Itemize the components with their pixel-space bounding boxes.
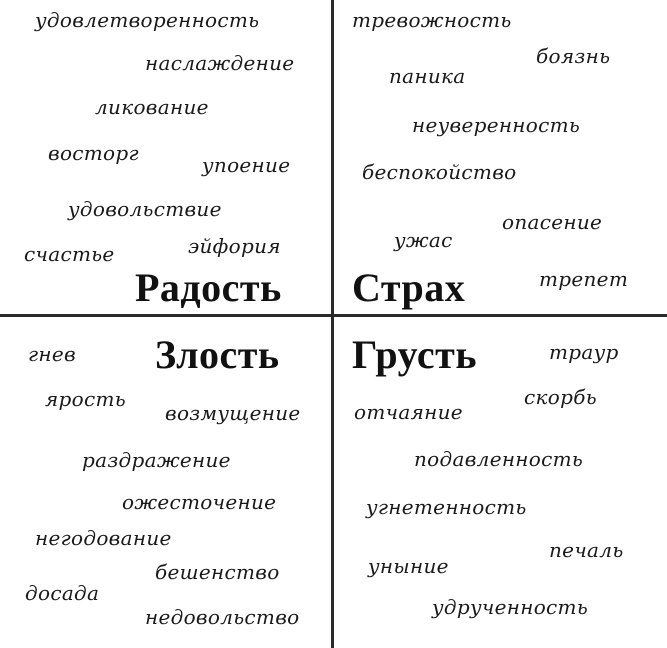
word: уныние: [368, 554, 449, 578]
word: недовольство: [145, 605, 300, 629]
word: эйфория: [188, 234, 281, 258]
word: тревожность: [352, 8, 512, 32]
word: негодование: [35, 526, 172, 550]
word: печаль: [549, 538, 624, 562]
quadrant-title-sadness: Грусть: [352, 332, 477, 377]
word: угнетенность: [366, 495, 527, 519]
quadrant-fear: [334, 0, 667, 315]
word: удовлетворенность: [35, 8, 260, 32]
word: трепет: [539, 267, 629, 291]
word: бешенство: [155, 560, 280, 584]
quadrant-title-fear: Страх: [352, 265, 466, 310]
word: досада: [25, 581, 100, 605]
word: паника: [389, 64, 466, 88]
word: гнев: [28, 342, 76, 366]
word: восторг: [48, 141, 139, 165]
quadrant-sadness: [334, 317, 667, 648]
quadrant-title-joy: Радость: [135, 265, 282, 310]
word: счастье: [24, 242, 115, 266]
word: беспокойство: [362, 160, 517, 184]
word: удовольствие: [68, 197, 222, 221]
word: ликование: [95, 95, 209, 119]
quadrant-anger: [0, 317, 332, 648]
word: упоение: [202, 153, 291, 177]
word: ужас: [394, 228, 453, 252]
word: удрученность: [432, 595, 589, 619]
word: скорбь: [524, 385, 597, 409]
word: траур: [549, 340, 619, 364]
quadrant-title-anger: Злость: [155, 332, 280, 377]
word: наслаждение: [145, 51, 295, 75]
word: неуверенность: [412, 113, 581, 137]
word: ожесточение: [122, 490, 277, 514]
word: отчаяние: [354, 400, 463, 424]
word: ярость: [45, 387, 126, 411]
word: опасение: [502, 210, 603, 234]
word: боязнь: [536, 44, 611, 68]
word: подавленность: [414, 447, 584, 471]
word: раздражение: [82, 448, 231, 472]
word: возмущение: [165, 401, 301, 425]
quadrant-joy: [0, 0, 332, 315]
